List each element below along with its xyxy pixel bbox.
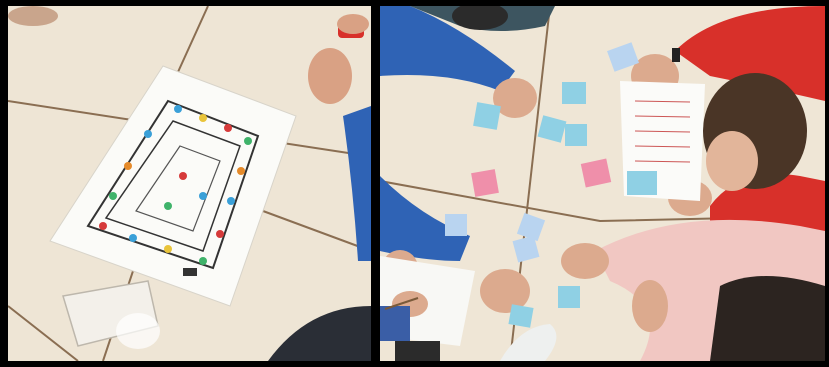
- board-game-scene: [8, 6, 371, 361]
- child-hand: [308, 48, 352, 104]
- card: [473, 102, 501, 130]
- finish-square: [183, 268, 197, 276]
- card: [562, 82, 586, 104]
- card: [565, 124, 587, 146]
- card: [558, 286, 580, 308]
- left-photo: [8, 6, 371, 361]
- child-hand-pink: [561, 243, 609, 279]
- card-on-sheet: [627, 171, 657, 195]
- right-photo: [380, 6, 825, 361]
- card: [445, 214, 467, 236]
- card-game-scene: [380, 6, 825, 361]
- card: [471, 169, 499, 197]
- child-face: [706, 131, 758, 191]
- card: [508, 304, 533, 328]
